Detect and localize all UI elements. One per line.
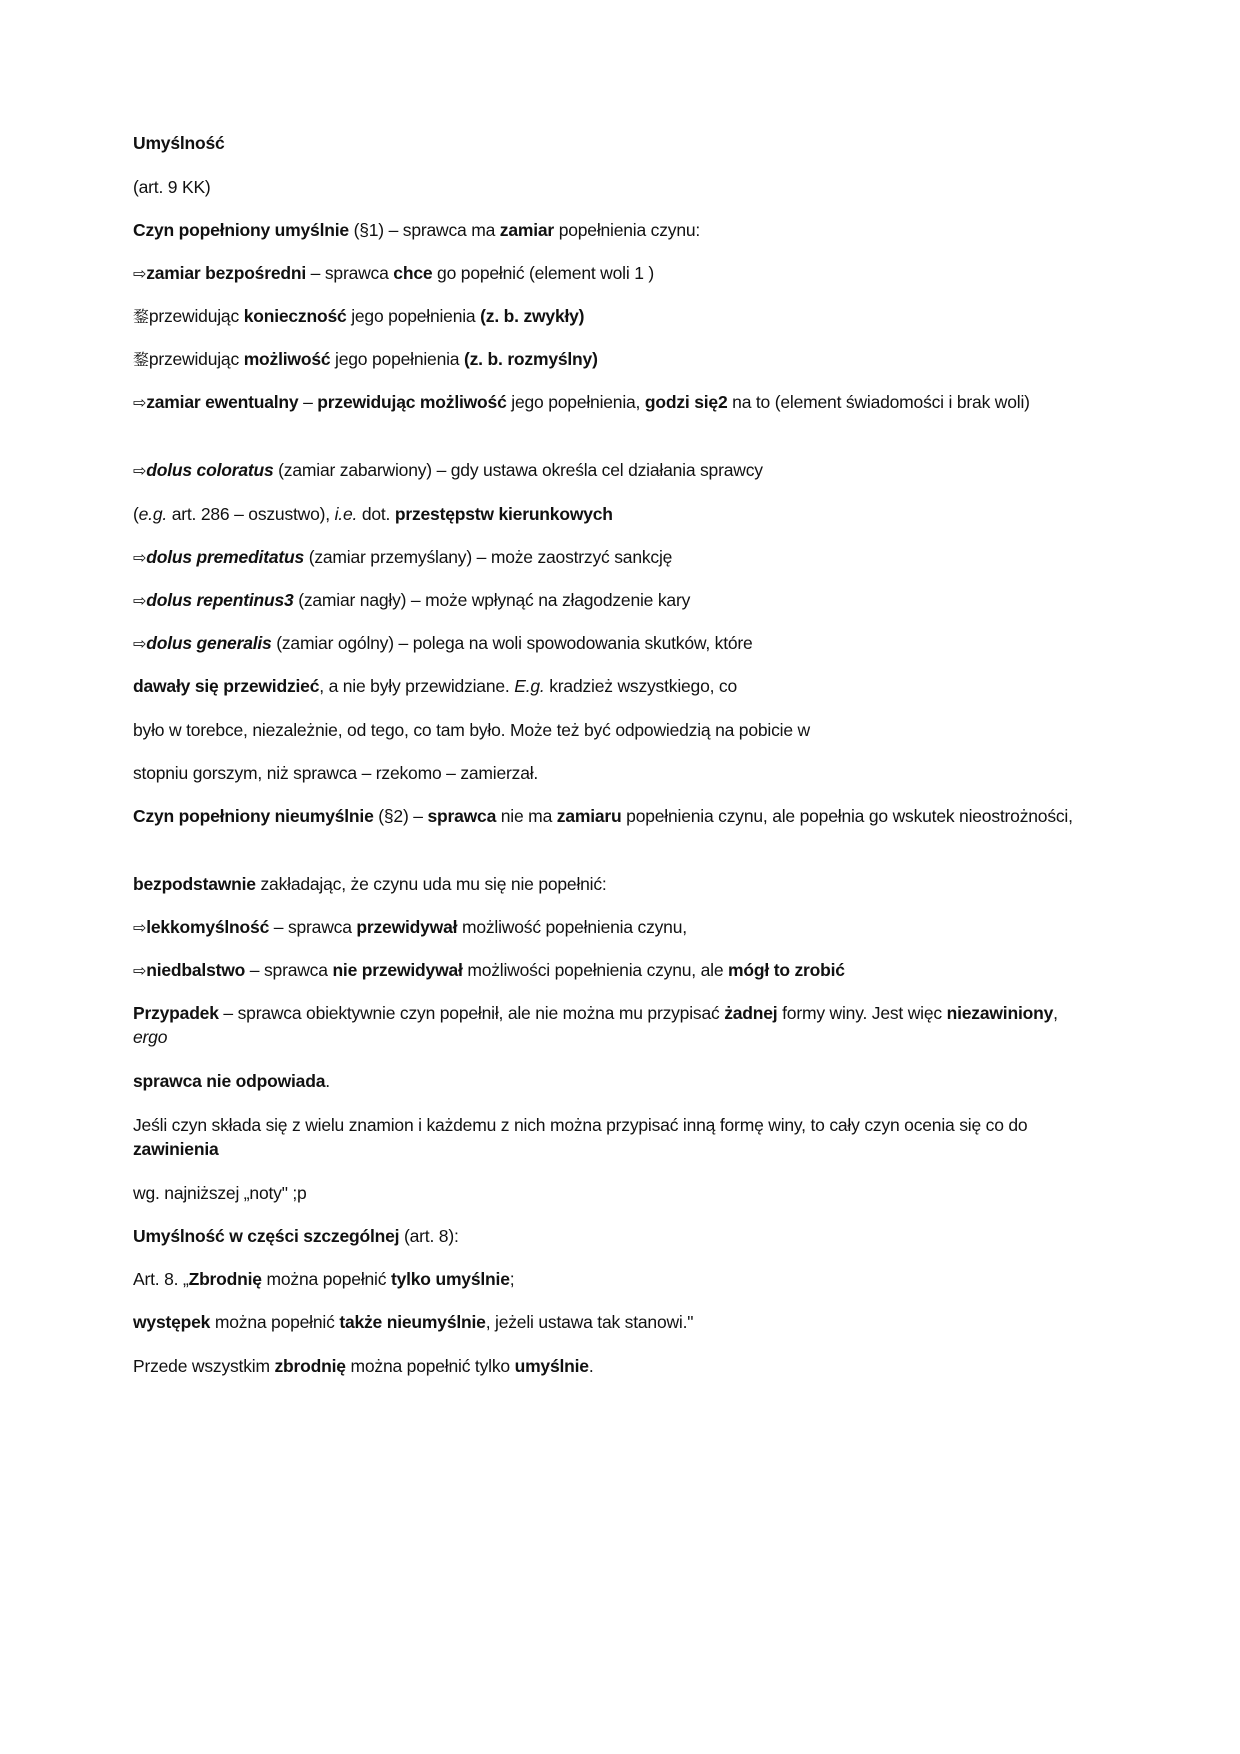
text-segment: zamiar ewentualny	[146, 392, 299, 412]
paragraph	[133, 1354, 1093, 1378]
text-segment: (§2) –	[373, 806, 428, 826]
text-segment: (art. 8):	[399, 1226, 459, 1246]
text-segment: – sprawca	[306, 263, 394, 283]
text-segment: przewidując możliwość	[317, 392, 507, 412]
text-segment: Przede wszystkim	[133, 1356, 275, 1376]
text-segment: .	[325, 1071, 330, 1091]
paragraph	[133, 304, 1093, 330]
text-segment: także nieumyślnie	[339, 1312, 486, 1332]
text-segment: możliwość popełnienia czynu,	[457, 917, 687, 937]
text-segment: Umyślność w części szczególnej	[133, 1226, 400, 1246]
text-segment: można popełnić tylko	[345, 1356, 515, 1376]
text-segment: na to (element świadomości i brak woli)	[727, 392, 1030, 412]
paragraph	[133, 218, 1093, 242]
paragraph	[133, 502, 1093, 526]
text-segment: kradzież wszystkiego, co	[544, 676, 738, 696]
text-segment: ,	[1053, 1003, 1058, 1023]
arrow-bullet-icon: ⇨	[133, 395, 147, 412]
text-segment: bezpodstawnie	[133, 874, 256, 894]
text-segment: można popełnić	[210, 1312, 340, 1332]
paragraph	[133, 1181, 1093, 1205]
text-segment: popełnienia czynu, ale popełnia go wskutek nieostrożności,	[621, 806, 1073, 826]
text-segment: niedbalstwo	[146, 960, 246, 980]
arrow-bullet-icon: ⇨	[133, 463, 147, 480]
paragraph	[133, 588, 1093, 614]
text-segment: umyślnie	[514, 1356, 589, 1376]
paragraph	[133, 261, 1093, 287]
text-segment: dolus premeditatus	[146, 547, 305, 567]
text-segment: dawały się przewidzieć	[133, 676, 320, 696]
arrow-bullet-icon: ⇨	[133, 550, 147, 567]
text-segment: Jeśli czyn składa się z wielu znamion i każdemu z nich można przypisać inną formę winy, to cały czyn ocenia się co do	[133, 1115, 1028, 1135]
text-segment: chce	[393, 263, 433, 283]
text-segment: – sprawca obiektywnie czyn popełnił, ale nie można mu przypisać	[218, 1003, 725, 1023]
text-segment: żadnej	[724, 1003, 778, 1023]
arrow-bullet-icon: ⇨	[133, 920, 147, 937]
text-segment: możliwość	[243, 349, 331, 369]
text-segment: możliwości popełnienia czynu, ale	[462, 960, 729, 980]
text-segment: sprawca ma	[402, 220, 500, 240]
paragraph	[133, 761, 1093, 785]
text-segment: przestępstw kierunkowych	[394, 504, 613, 524]
text-segment: (z. b. rozmyślny)	[464, 349, 598, 369]
text-segment: jego popełnienia	[330, 349, 464, 369]
text-segment: Art. 8. „	[133, 1269, 189, 1289]
paragraph	[133, 1267, 1093, 1291]
text-segment: –	[298, 392, 318, 412]
arrow-bullet-icon: ⇨	[133, 636, 147, 653]
paragraph	[133, 1113, 1093, 1161]
text-segment: (zamiar zabarwiony) – gdy ustawa określa cel działania sprawcy	[273, 460, 763, 480]
text-segment: (zamiar ogólny) – polega na woli spowodowania skutków, które	[271, 633, 753, 653]
text-segment: można popełnić	[261, 1269, 391, 1289]
text-segment: konieczność	[243, 306, 347, 326]
text-segment: – sprawca	[269, 917, 357, 937]
text-segment: i.e.	[334, 504, 358, 524]
text-segment: Umyślność	[133, 133, 225, 153]
text-segment: wg. najniższej „noty" ;p	[133, 1183, 307, 1203]
text-segment: godzi się2	[644, 392, 728, 412]
paragraph	[133, 718, 1093, 742]
text-segment: zamiar bezpośredni	[146, 263, 306, 283]
text-segment: Czyn popełniony nieumyślnie	[133, 806, 374, 826]
text-segment: Przypadek	[133, 1003, 219, 1023]
text-segment: mógł to zrobić	[728, 960, 845, 980]
arrow-bullet-icon: ⇨	[133, 266, 147, 283]
text-segment: tylko umyślnie	[390, 1269, 510, 1289]
text-segment: – sprawca	[245, 960, 333, 980]
text-segment: było w torebce, niezależnie, od tego, co tam było. Może też być odpowiedzią na pobicie w	[133, 720, 810, 740]
text-segment: popełnienia czynu:	[554, 220, 701, 240]
text-segment: (z. b. zwykły)	[480, 306, 585, 326]
text-segment: sprawca	[427, 806, 497, 826]
text-segment: (zamiar przemyślany) – może zaostrzyć sankcję	[304, 547, 673, 567]
text-segment: przewidywał	[356, 917, 458, 937]
text-segment: e.g.	[138, 504, 168, 524]
text-segment: występek	[133, 1312, 211, 1332]
text-segment: zakładając, że czynu uda mu się nie popełnić:	[255, 874, 607, 894]
text-segment: zamiaru	[556, 806, 622, 826]
paragraph	[133, 958, 1093, 984]
paragraph	[133, 1001, 1093, 1049]
text-segment: zawinienia	[133, 1139, 219, 1159]
paragraph	[133, 347, 1093, 373]
paragraph	[133, 1069, 1093, 1093]
text-segment: dolus repentinus3	[146, 590, 294, 610]
text-segment: Czyn popełniony umyślnie	[133, 220, 349, 240]
paragraph	[133, 131, 1093, 155]
text-segment: zbrodnię	[274, 1356, 346, 1376]
text-segment: nie przewidywał	[332, 960, 463, 980]
paragraph	[133, 545, 1093, 571]
text-segment: (zamiar nagły) – może wpłynąć na złagodzenie kary	[293, 590, 691, 610]
paragraph	[133, 674, 1093, 698]
text-segment: , a nie były przewidziane.	[319, 676, 515, 696]
text-segment: przewidując	[148, 349, 244, 369]
paragraph	[133, 1310, 1093, 1334]
text-segment: stopniu gorszym, niż sprawca – rzekomo – zamierzał.	[133, 763, 539, 783]
paragraph	[133, 175, 1093, 199]
text-segment: lekkomyślność	[146, 917, 270, 937]
paragraph	[133, 804, 1093, 828]
arrow-bullet-icon: ⇨	[133, 963, 147, 980]
text-segment: ;	[509, 1269, 515, 1289]
paragraph	[133, 458, 1093, 484]
text-segment: art. 286 – oszustwo),	[167, 504, 335, 524]
text-segment: dolus coloratus	[146, 460, 274, 480]
text-segment: formy winy. Jest więc	[777, 1003, 947, 1023]
paragraph	[133, 872, 1093, 896]
text-segment: sprawca nie odpowiada	[133, 1071, 326, 1091]
paragraph	[133, 631, 1093, 657]
glyph-bullet-icon: 鍪	[133, 352, 149, 369]
text-segment: dot.	[357, 504, 395, 524]
arrow-bullet-icon: ⇨	[133, 593, 147, 610]
paragraph	[133, 915, 1093, 941]
glyph-bullet-icon: 鍪	[133, 309, 149, 326]
text-segment: przewidując	[148, 306, 244, 326]
text-segment: (§1) –	[348, 220, 403, 240]
text-segment: nie ma	[496, 806, 557, 826]
text-segment: .	[588, 1356, 594, 1376]
paragraph	[133, 1224, 1093, 1248]
text-segment: zamiar	[499, 220, 555, 240]
text-segment: go popełnić (element woli 1 )	[432, 263, 655, 283]
text-segment: (art. 9 KK)	[133, 177, 211, 197]
text-segment: ergo	[133, 1027, 168, 1047]
text-segment: Zbrodnię	[188, 1269, 262, 1289]
text-segment: jego popełnienia,	[506, 392, 645, 412]
paragraph	[133, 390, 1093, 416]
text-segment: jego popełnienia	[346, 306, 481, 326]
text-segment: niezawiniony	[946, 1003, 1054, 1023]
text-segment: dolus generalis	[146, 633, 272, 653]
text-segment: (	[133, 504, 139, 524]
text-segment: , jeżeli ustawa tak stanowi."	[485, 1312, 694, 1332]
text-segment: E.g.	[514, 676, 545, 696]
